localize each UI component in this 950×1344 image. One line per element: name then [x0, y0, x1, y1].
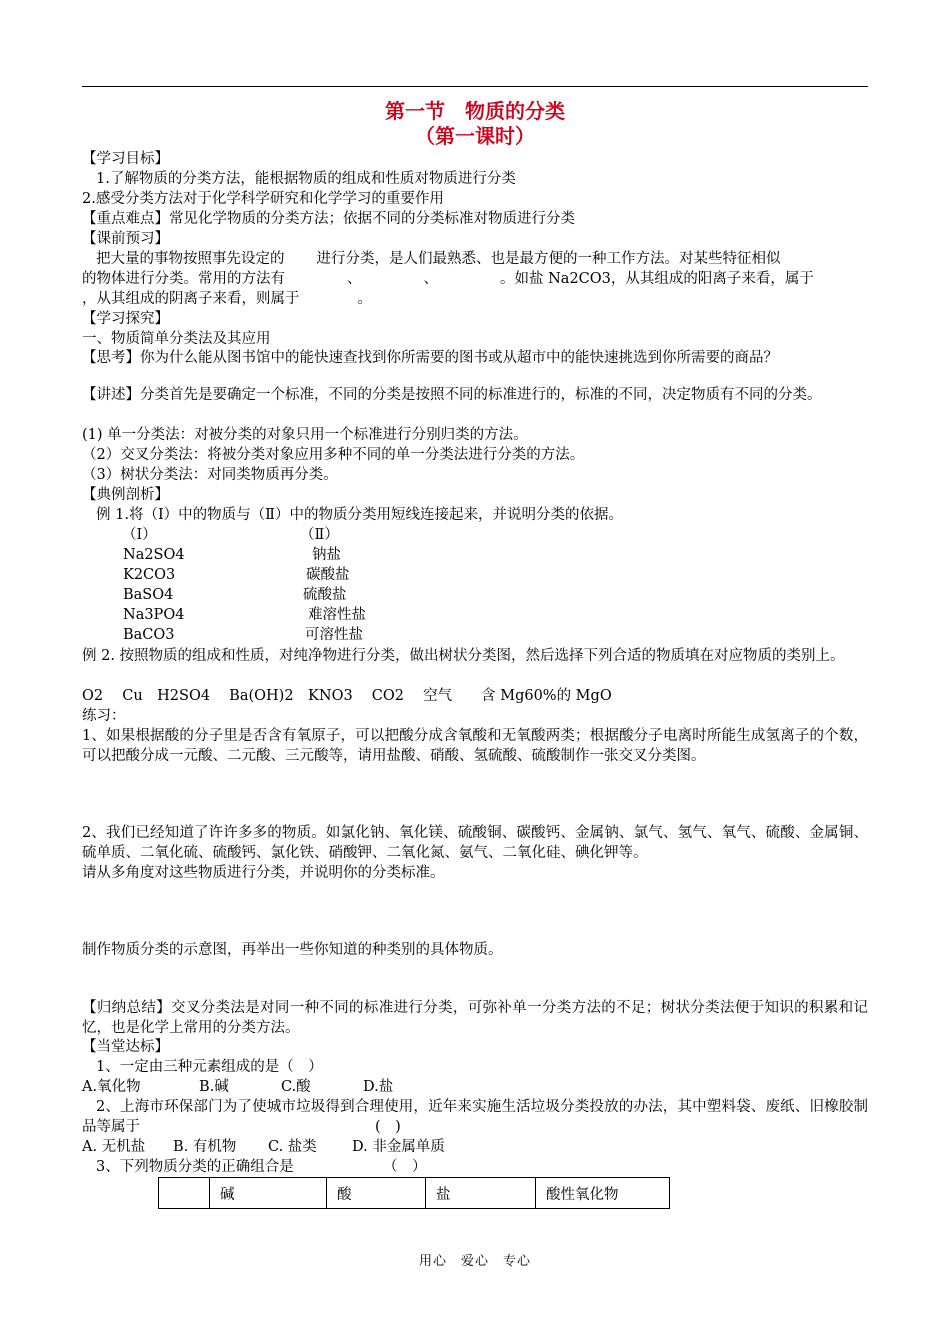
objective-1: 1.了解物质的分类方法，能根据物质的组成和性质对物质进行分类 — [96, 171, 516, 187]
category-item: 硫酸盐 — [303, 587, 347, 603]
preview-line-1 — [82, 249, 781, 269]
category-item: 可溶性盐 — [305, 627, 363, 643]
example-2-items: O2 Cu H2SO4 Ba(OH)2 KNO3 CO2 空气 含 Mg60%的 MgO — [82, 688, 612, 704]
lecture-paragraph: 【讲述】分类首先是要确定一个标准，不同的分类是按照不同的标准进行的，标准的不同，决定物质有不同的分类。 — [82, 387, 822, 403]
method-1: (1) 单一分类法：对被分类的对象只用一个标准进行分别归类的方法。 — [82, 427, 528, 443]
table-header-cell: 碱 — [210, 1178, 327, 1209]
objectives-heading: 【学习目标】 — [82, 151, 169, 167]
quiz-option: A.氧化物 — [82, 1079, 141, 1095]
preview-text: 的物体进行分类。常用的方法有 — [82, 271, 285, 287]
preview-text: 进行分类，是人们最熟悉、也是最方便的一种工作方法。对某些特征相似 — [316, 251, 781, 267]
category-item: 难溶性盐 — [308, 607, 366, 623]
table-header-cell: 酸 — [327, 1178, 426, 1209]
table-row — [159, 1178, 670, 1209]
substance-item: Na3PO4 — [123, 607, 185, 623]
method-3: （3）树状分类法：对同类物质再分类。 — [82, 467, 338, 483]
table-header-cell — [159, 1178, 210, 1209]
page-footer: 用心 爱心 专心 — [418, 1254, 531, 1269]
preview-text: 。 — [357, 291, 372, 307]
example-2: 例 2. 按照物质的组成和性质，对纯净物进行分类，做出树状分类图，然后选择下列合适的物质填在对应物质的类别上。 — [82, 648, 845, 664]
quiz-question-2: 2、上海市环保部门为了使城市垃圾得到合理使用，近年来实施生活垃圾分类投放的办法，其中塑料袋、废纸、旧橡胶制品等属于 — [82, 1099, 868, 1135]
quiz-question-1: 1、一定由三种元素组成的是（ ） — [96, 1059, 323, 1075]
practice-question-1: 1、如果根据酸的分子里是否含有氧原子，可以把酸分成含氧酸和无氧酸两类；根据酸分子电离时所能生成氢离子的个数，可以把酸分成一元酸、二元酸、三元酸等，请用盐酸、硝酸、氢硫酸、硫酸制作一张交叉分类图。 — [82, 728, 868, 764]
preview-text: 、 — [347, 271, 362, 287]
quiz-option: C.酸 — [281, 1079, 311, 1095]
quiz-option: B. 有机物 — [173, 1139, 237, 1155]
table-header-cell: 盐 — [426, 1178, 536, 1209]
column-2-heading: （Ⅱ） — [300, 527, 339, 543]
substance-item: K2CO3 — [123, 567, 176, 583]
page-title: 第一节 物质的分类 — [385, 99, 565, 123]
category-item: 碳酸盐 — [306, 567, 350, 583]
quiz-option: A. 无机盐 — [82, 1139, 146, 1155]
practice-question-3: 制作物质分类的示意图，再举出一些你知道的种类别的具体物质。 — [82, 942, 503, 958]
preview-line-2 — [82, 269, 814, 289]
substance-item: Na2SO4 — [123, 547, 185, 563]
summary-paragraph: 【归纳总结】交叉分类法是对同一种不同的标准进行分类，可弥补单一分类方法的不足；树状分类法便于知识的积累和记忆，也是化学上常用的分类方法。 — [82, 1000, 868, 1036]
table-header-cell: 酸性氧化物 — [536, 1178, 670, 1209]
quiz-option: D. 非金属单质 — [352, 1139, 445, 1155]
think-paragraph: 【思考】你为什么能从图书馆中的能快速查找到你所需要的图书或从超市中的能快速挑选到你所需要的商品？ — [82, 350, 778, 366]
substance-item: BaCO3 — [123, 627, 175, 643]
column-1-heading: （Ⅰ） — [122, 527, 157, 543]
explore-heading: 【学习探究】 — [82, 311, 169, 327]
practice-question-2-instruction: 请从多角度对这些物质进行分类，并说明你的分类标准。 — [82, 865, 445, 881]
quiz-question-3: 3、下列物质分类的正确组合是 — [96, 1159, 294, 1175]
classification-table — [158, 1177, 670, 1209]
preview-heading: 【课前预习】 — [82, 231, 169, 247]
key-points: 【重点难点】常见化学物质的分类方法；依据不同的分类标准对物质进行分类 — [82, 211, 575, 227]
answer-blank: （ ） — [383, 1159, 427, 1175]
explore-subheading: 一、物质简单分类法及其应用 — [82, 331, 271, 347]
quiz-option: D.盐 — [363, 1079, 394, 1095]
examples-heading: 【典例剖析】 — [82, 487, 169, 503]
quiz-heading: 【当堂达标】 — [82, 1039, 169, 1055]
preview-line-3 — [82, 289, 372, 309]
preview-text: ，从其组成的阴离子来看，则属于 — [82, 291, 300, 307]
preview-text: 把大量的事物按照事先设定的 — [96, 251, 285, 267]
preview-text: 、 — [423, 271, 438, 287]
practice-heading: 练习： — [82, 708, 126, 724]
quiz-option: B.碱 — [199, 1079, 229, 1095]
example-1: 例 1.将（Ⅰ）中的物质与（Ⅱ）中的物质分类用短线连接起来，并说明分类的依据。 — [96, 507, 624, 523]
quiz-option: C. 盐类 — [268, 1139, 317, 1155]
category-item: 钠盐 — [312, 547, 341, 563]
page-subtitle: （第一课时） — [415, 124, 535, 148]
header-rule — [82, 86, 868, 87]
objective-2: 2.感受分类方法对于化学科学研究和化学学习的重要作用 — [82, 191, 444, 207]
preview-text: 。如盐 Na2CO3，从其组成的阳离子来看，属于 — [500, 271, 814, 287]
answer-blank: ( ) — [375, 1119, 401, 1135]
substance-item: BaSO4 — [123, 587, 174, 603]
practice-question-2: 2、我们已经知道了许许多多的物质。如氯化钠、氧化镁、硫酸铜、碳酸钙、金属钠、氯气、氢气、氧气、硫酸、金属铜、硫单质、二氧化硫、硫酸钙、氯化铁、硝酸钾、二氧化氮、氨气、二氧化硅、碘化钾等。 — [82, 825, 868, 861]
method-2: （2）交叉分类法：将被分类对象应用多种不同的单一分类法进行分类的方法。 — [82, 447, 585, 463]
